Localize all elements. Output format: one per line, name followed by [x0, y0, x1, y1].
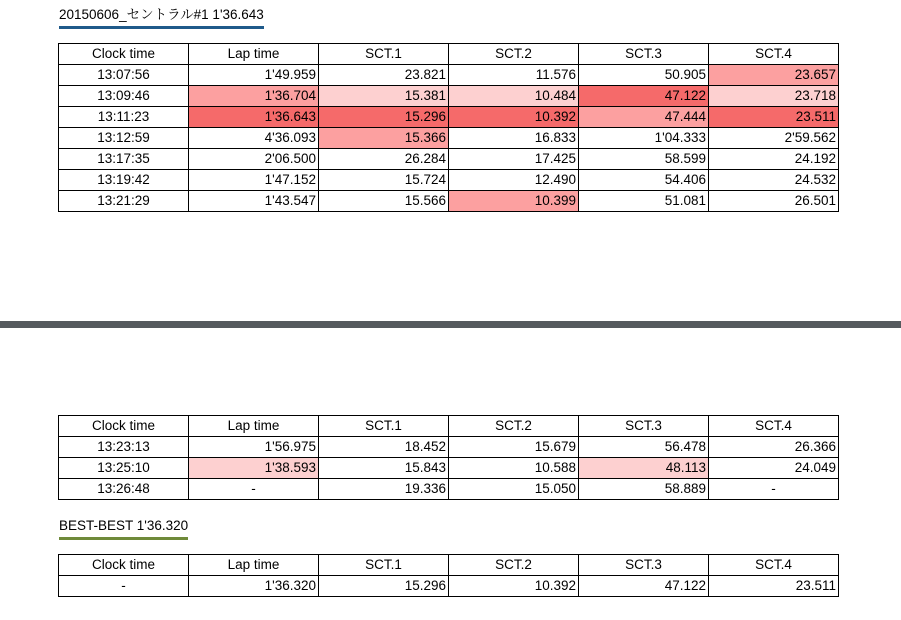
column-header-sct1: SCT.1 — [319, 416, 449, 437]
cell-lap-time: 1'49.959 — [189, 65, 319, 86]
cell-sct3: 51.081 — [579, 191, 709, 212]
cell-sct1: 18.452 — [319, 437, 449, 458]
cell-sct4: 24.192 — [709, 149, 839, 170]
cell-sct2: 17.425 — [449, 149, 579, 170]
table-row — [59, 86, 839, 107]
cell-clock-time: 13:23:13 — [59, 437, 189, 458]
cell-sct1: 15.724 — [319, 170, 449, 191]
cell-sct1: 23.821 — [319, 65, 449, 86]
cell-lap-time: 4'36.093 — [189, 128, 319, 149]
column-header-sct2: SCT.2 — [449, 416, 579, 437]
cell-sct4: 26.366 — [709, 437, 839, 458]
column-header-sct3: SCT.3 — [579, 44, 709, 65]
column-header-sct2: SCT.2 — [449, 44, 579, 65]
cell-sct4: 2'59.562 — [709, 128, 839, 149]
cell-lap-time: - — [189, 479, 319, 500]
cell-sct4: 24.532 — [709, 170, 839, 191]
table-row — [59, 458, 839, 479]
cell-sct1: 15.296 — [319, 107, 449, 128]
cell-sct2: 10.484 — [449, 86, 579, 107]
cell-sct2: 12.490 — [449, 170, 579, 191]
cell-clock-time: 13:19:42 — [59, 170, 189, 191]
table-row — [59, 170, 839, 191]
cell-sct2: 15.050 — [449, 479, 579, 500]
cell-sct3: 54.406 — [579, 170, 709, 191]
table-row — [59, 576, 839, 597]
cell-sct3: 47.122 — [579, 576, 709, 597]
table-row — [59, 437, 839, 458]
cell-sct4: 26.501 — [709, 191, 839, 212]
session-title: 20150606_セントラル#1 1'36.643 — [59, 7, 264, 29]
cell-lap-time: 1'56.975 — [189, 437, 319, 458]
cell-sct2: 16.833 — [449, 128, 579, 149]
cell-lap-time: 1'43.547 — [189, 191, 319, 212]
cell-sct3: 58.889 — [579, 479, 709, 500]
column-header-clock-time: Clock time — [59, 44, 189, 65]
cell-sct1: 15.381 — [319, 86, 449, 107]
cell-sct4: 23.511 — [709, 576, 839, 597]
table-row — [59, 107, 839, 128]
column-header-sct1: SCT.1 — [319, 44, 449, 65]
cell-lap-time: 1'47.152 — [189, 170, 319, 191]
cell-lap-time: 1'38.593 — [189, 458, 319, 479]
cell-sct3: 58.599 — [579, 149, 709, 170]
cell-sct1: 15.566 — [319, 191, 449, 212]
cell-sct1: 15.843 — [319, 458, 449, 479]
cell-sct3: 50.905 — [579, 65, 709, 86]
table-header-row — [59, 416, 839, 437]
cell-sct2: 15.679 — [449, 437, 579, 458]
section-divider — [0, 321, 901, 328]
cell-sct2: 10.392 — [449, 576, 579, 597]
column-header-sct4: SCT.4 — [709, 416, 839, 437]
cell-lap-time: 1'36.643 — [189, 107, 319, 128]
cell-sct3: 48.113 — [579, 458, 709, 479]
table-row — [59, 65, 839, 86]
cell-clock-time: - — [59, 576, 189, 597]
cell-sct1: 26.284 — [319, 149, 449, 170]
table-header-row — [59, 555, 839, 576]
cell-sct4: 23.511 — [709, 107, 839, 128]
column-header-lap-time: Lap time — [189, 555, 319, 576]
cell-clock-time: 13:09:46 — [59, 86, 189, 107]
cell-clock-time: 13:17:35 — [59, 149, 189, 170]
table-row — [59, 191, 839, 212]
cell-sct1: 19.336 — [319, 479, 449, 500]
table-header-row — [59, 44, 839, 65]
column-header-sct4: SCT.4 — [709, 44, 839, 65]
cell-sct4: 24.049 — [709, 458, 839, 479]
cell-sct2: 11.576 — [449, 65, 579, 86]
cell-sct4: 23.718 — [709, 86, 839, 107]
cell-sct1: 15.296 — [319, 576, 449, 597]
cell-sct3: 56.478 — [579, 437, 709, 458]
column-header-sct2: SCT.2 — [449, 555, 579, 576]
cell-sct2: 10.399 — [449, 191, 579, 212]
cell-sct3: 1'04.333 — [579, 128, 709, 149]
cell-lap-time: 1'36.320 — [189, 576, 319, 597]
column-header-sct3: SCT.3 — [579, 416, 709, 437]
column-header-sct3: SCT.3 — [579, 555, 709, 576]
cell-clock-time: 13:07:56 — [59, 65, 189, 86]
second-run-lap-table — [58, 415, 839, 500]
cell-clock-time: 13:25:10 — [59, 458, 189, 479]
cell-sct3: 47.122 — [579, 86, 709, 107]
cell-sct1: 15.366 — [319, 128, 449, 149]
cell-sct4: 23.657 — [709, 65, 839, 86]
best-best-title: BEST-BEST 1'36.320 — [59, 518, 188, 540]
column-header-sct1: SCT.1 — [319, 555, 449, 576]
cell-lap-time: 2'06.500 — [189, 149, 319, 170]
column-header-sct4: SCT.4 — [709, 555, 839, 576]
table-row — [59, 128, 839, 149]
table-row — [59, 479, 839, 500]
cell-clock-time: 13:12:59 — [59, 128, 189, 149]
cell-sct2: 10.392 — [449, 107, 579, 128]
column-header-clock-time: Clock time — [59, 555, 189, 576]
column-header-lap-time: Lap time — [189, 416, 319, 437]
cell-sct4: - — [709, 479, 839, 500]
cell-clock-time: 13:26:48 — [59, 479, 189, 500]
cell-sct2: 10.588 — [449, 458, 579, 479]
best-best-table — [58, 554, 839, 597]
cell-clock-time: 13:11:23 — [59, 107, 189, 128]
column-header-lap-time: Lap time — [189, 44, 319, 65]
cell-clock-time: 13:21:29 — [59, 191, 189, 212]
cell-sct3: 47.444 — [579, 107, 709, 128]
column-header-clock-time: Clock time — [59, 416, 189, 437]
session-lap-table — [58, 43, 839, 212]
table-row — [59, 149, 839, 170]
cell-lap-time: 1'36.704 — [189, 86, 319, 107]
